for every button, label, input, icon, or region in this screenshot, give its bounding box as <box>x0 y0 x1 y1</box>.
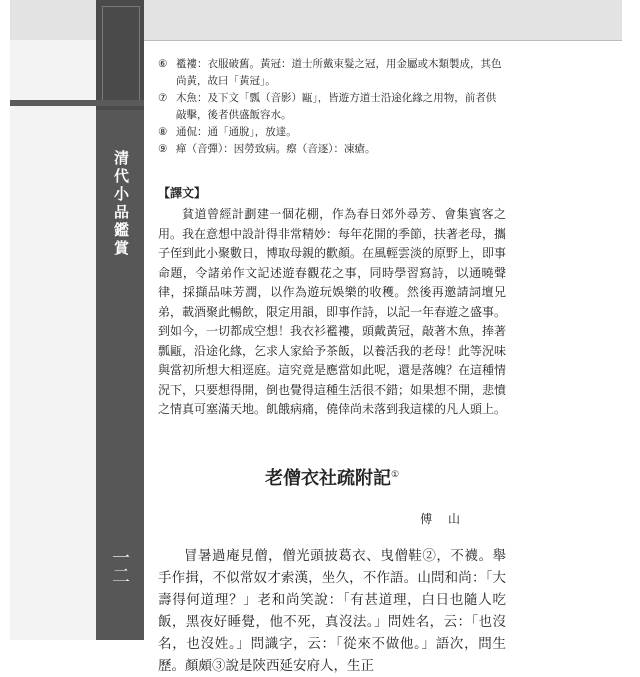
title-note-mark: ① <box>390 469 400 480</box>
note-text: 木魚：及下文「瓢（音影）甌」，皆遊方道士沿途化緣之用物，前者供敲擊，後者供盛飯容水。 <box>176 92 497 121</box>
note-item <box>158 90 506 124</box>
essay-author: 傅 山 <box>420 511 466 526</box>
notes-list <box>158 56 506 158</box>
note-item <box>158 56 506 90</box>
translation-body: 貧道曾經計劃建一個花棚，作為春日郊外尋芳、會集賓客之用。我在意想中設計得非常精妙：每年花開的季節，扶著老母，攜子侄到此小聚數日，博取母親的歡顏。在風輕雲淡的原野上，即事命題，令諸弟作文記述遊春觀花之事，同時學習寫詩，以通曉聲律，採擷品味芳潤，以作為遊玩娛樂的收穫。然後再邀請詞壇兄弟，載酒聚此暢飲，限定用韻，即事作詩，以記一年春遊之盛事。到如今，一切都成空想！我衣衫襤褸，頭戴黃冠，敲著木魚，捧著瓢甌，沿途化緣，乞求人家給予茶飯，以養活我的老母！此等況味與當初所想大相逕庭。這究竟是應當如此呢，還是落魄？在這種情況下，只要想得開，倒也覺得這種生活很不錯；如果想不開，悲憤之情真可塞滿天地。飢餓病痛，僥倖尚未落到我這樣的凡人頭上。 <box>158 207 507 416</box>
side-column <box>96 0 144 640</box>
main-content <box>158 56 506 677</box>
side-ledge <box>10 100 144 106</box>
note-number: ⑥ <box>158 58 168 70</box>
note-item <box>158 124 506 141</box>
note-text: 襤褸：衣服破舊。黃冠：道士所戴束髮之冠，用金屬或木類製成，其色尚黃，故曰「黃冠」。 <box>176 58 502 87</box>
fret-pattern <box>96 0 144 110</box>
note-text: 瘅（音彈）：因勞致病。瘵（音逐）：凍瘡。 <box>176 143 376 155</box>
note-number: ⑨ <box>158 143 168 155</box>
translation-heading: 【譯文】 <box>158 186 207 200</box>
left-margin-band <box>10 40 96 640</box>
note-item <box>158 141 506 158</box>
page-number: 一二 <box>109 548 130 584</box>
essay-title <box>158 464 506 490</box>
vertical-book-title: 清代小品鑑賞 <box>112 150 130 258</box>
essay-title-text: 老僧衣社疏附記 <box>264 467 391 489</box>
note-number: ⑧ <box>158 126 168 138</box>
book-page <box>10 0 622 674</box>
note-text: 通侃：通「通脫」，放達。 <box>176 126 297 138</box>
note-number: ⑦ <box>158 92 168 104</box>
essay-body: 冒暑過庵見僧，僧光頭披葛衣、曳僧鞋②，不襪。舉手作揖，不似常奴才索漢，坐久，不作語。山問和尚：「大壽得何道理？」老和尚笑說：「有甚道理，白日也隨人吃飯，黑夜好睡覺，他不死，真沒法。」問姓名，云：「也沒名，也沒姓。」問識字，云：「從來不做他。」語次，問生歷。顏頗③說是陝西延安府人，生正 <box>158 547 506 674</box>
